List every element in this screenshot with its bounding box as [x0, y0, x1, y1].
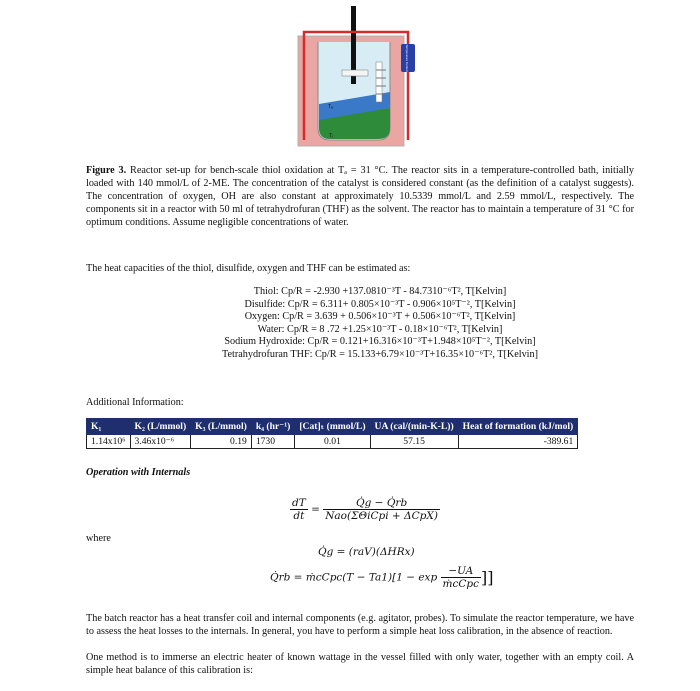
additional-info-label: Additional Information:: [86, 397, 184, 408]
table-header: K₂ (L/mmol): [130, 419, 191, 435]
constants-table: [86, 418, 578, 449]
table-cell: 1.14x10⁶: [87, 435, 131, 449]
energy-balance-equation: $\frac{dT}{dt}$ = $\frac{Q̇g - Q̇rb}{\text{Nao(ΣΘiCpi + ΔCpX)}}$: [292, 497, 438, 522]
table-header: [Cat]ₜ (mmol/L): [295, 419, 370, 435]
table-header: K₁: [87, 419, 131, 435]
heat-removal-equation: Q̇rb = ṁcCpc(T − Ta1)[1 − exp $\frac{-UA}{\text{ṁcCpc}}$ ]]: [270, 565, 494, 590]
final-paragraph-2: One method is to immerse an electric heater of known wattage in the vessel filled with only water, together with an empty coil. A simple heat balance of this calibration is:: [86, 652, 634, 676]
table-header: K₃ (L/mmol): [191, 419, 252, 435]
table-cell: 57.15: [370, 435, 458, 449]
probe: [376, 62, 382, 102]
where-label: where: [86, 533, 111, 544]
heat-cap-thiol: Thiol: Cp/R = -2.930 +137.0810⁻³T - 84.7310⁻⁶T², T[Kelvin]: [253, 286, 507, 297]
table-cell: 1730: [251, 435, 295, 449]
table-cell: 3.46x10⁻⁶: [130, 435, 191, 449]
final-paragraph-1: The batch reactor has a heat transfer coil and internal components (e.g. agitator, probes). To simulate the reactor temperature, we have to assess the heat losses to the internals. In general, you have to perform a simple heat loss calibration, in the absence of reaction.: [86, 613, 634, 637]
caption-text: Reactor set-up for bench-scale thiol oxidation at Tₐ = 31 °C. The reactor sits in a temperature-controlled bath, initially loaded with 140 mmol/L of 2-ME. The concentration of the catalyst is considered constant (as the definition of a catalyst suggests). The concentration of oxygen, OH are also constant at approximately 10.5339 mmol/L and 2.59 mmol/L, respectively. The components sit in a reactor with 50 ml of tetrahydrofuran (THF) as the solvent. The reactor has to maintain a temperature of 31 °C for optimum conditions. Assume negligible concentrations of water.: [86, 165, 634, 228]
heat-cap-naoh: Sodium Hydroxide: Cp/R = 0.121+16.316×10⁻³T+1.948×10⁵T⁻², T[Kelvin]: [224, 336, 536, 348]
heat-cap-oxygen: Oxygen: Cp/R = 3.639 + 0.506×10⁻³T + 0.506×10⁻⁶T², T[Kelvin]: [244, 311, 516, 323]
table-header: Heat of formation (kJ/mol): [458, 419, 578, 435]
table-cell: 0.01: [295, 435, 370, 449]
reactor-figure: [280, 0, 440, 150]
figure-caption: [86, 164, 634, 229]
table-header: UA (cal/(min-K-L)): [370, 419, 458, 435]
exp-fraction: $\frac{-UA}{\text{ṁcCpc}}$: [442, 565, 480, 590]
operation-heading: Operation with Internals: [86, 467, 191, 478]
ta-label: Tₐ: [328, 104, 333, 110]
tc-label: Tⱼ: [329, 133, 333, 139]
controller-label: Temperature Control: [405, 44, 409, 72]
table-header: k₄ (hr⁻¹): [251, 419, 295, 435]
table-cell: -389.61: [458, 435, 578, 449]
rhs-fraction: $\frac{Q̇g - Q̇rb}{\text{Nao(ΣΘiCpi + ΔCpX)}}$: [325, 497, 438, 522]
table-cell: 0.19: [191, 435, 252, 449]
table-header-row: [87, 419, 578, 435]
caption-label: Figure 3.: [86, 165, 127, 176]
heat-capacity-list: [200, 286, 560, 362]
heat-cap-thf: Tetrahydrofuran THF: Cp/R = 15.133+6.79×10⁻³T+16.35×10⁻⁶T², T[Kelvin]: [221, 348, 538, 360]
table-row: [87, 435, 578, 449]
heat-capacity-intro: The heat capacities of the thiol, disulfide, oxygen and THF can be estimated as:: [86, 263, 411, 274]
heat-generation-equation: Q̇g = (raV)(ΔHRx): [318, 546, 415, 558]
stirrer-blade: [342, 70, 368, 76]
dt-fraction: $\frac{dT}{dt}$: [292, 497, 306, 522]
heat-cap-disulfide: Disulfide: Cp/R = 6.311+ 0.805×10⁻³T - 0.906×10⁵T⁻², T[Kelvin]: [244, 298, 516, 310]
heat-cap-water: Water: Cp/R = 8 .72 +1.25×10⁻³T - 0.18×10⁻⁶T², T[Kelvin]: [257, 323, 503, 335]
